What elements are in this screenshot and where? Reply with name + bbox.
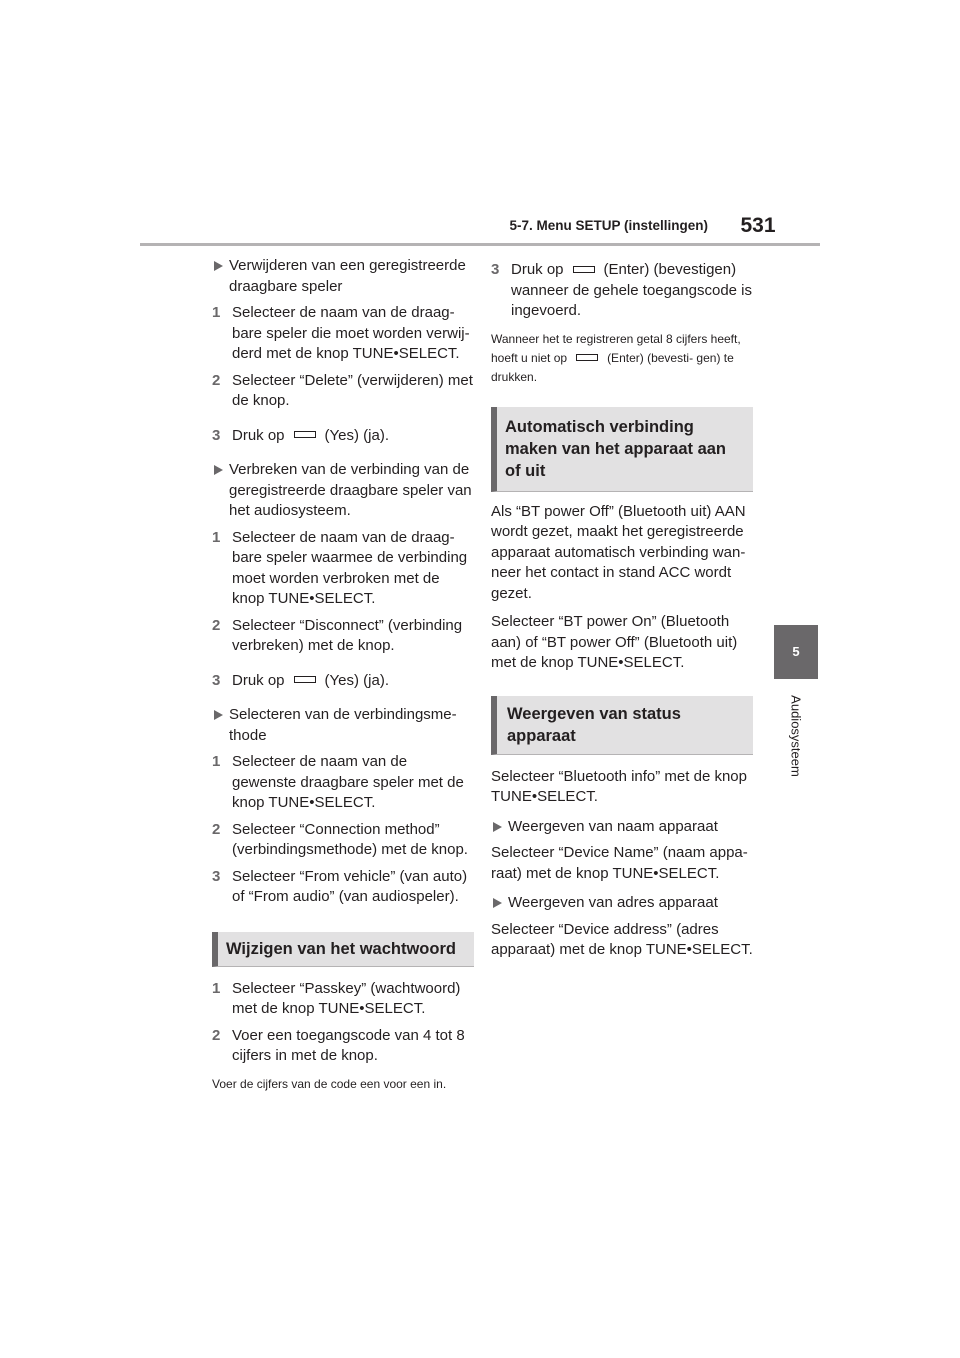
step-text: Selecteer “From vehicle” (van auto) of “From audio” (van audiospeler). [232,867,468,905]
step-number: 3 [212,426,221,444]
step-text-after-button: (Yes) (ja). [324,426,389,444]
step-item [212,371,474,412]
paragraph: Selecteer “Bluetooth info” met de knop TUNE•SELECT. [491,767,747,805]
paragraph: Als “BT power Off” (Bluetooth uit) AAN wordt gezet, maakt het geregistreerde apparaat automatisch verbinding wan- neer het contact in stand ACC wordt gezet. [491,502,746,602]
note-text: Voer de cijfers van de code een voor een in. [212,1076,447,1091]
section-heading-password: Wijzigen van het wachtwoord [212,932,474,967]
step-text: Selecteer “Connection method” (verbindingsmethode) met de knop. [232,820,468,858]
triangle-bullet-icon [214,261,223,271]
step-text: Selecteer de naam van de draag- bare speler waarmee de verbinding moet worden verbroken met de knop TUNE•SELECT. [232,528,468,607]
remove-player-title: Verwijderen van een geregistreerde draagbare speler [229,257,466,295]
step-number: 1 [212,304,221,321]
step-text: Voer een toegangscode van 4 tot 8 cijfers in met de knop. [232,1026,465,1064]
step-text-after-button: (Yes) (ja). [324,671,389,689]
button-frame-icon [294,431,316,438]
bullet-text: Weergeven van naam apparaat [508,817,718,835]
step-text: Selecteer de naam van de gewenste draagbare speler met de knop TUNE•SELECT. [232,753,464,811]
step-item [212,528,474,610]
step-item [212,616,474,657]
disconnect-player-title: Verbreken van de verbinding van de geregistreerde draagbare speler van het audiosysteem. [229,461,472,519]
step-number: 1 [212,528,221,546]
device-address-item [491,893,753,914]
button-frame-icon [573,266,595,273]
remove-player-item [212,256,474,297]
step-item [212,820,474,861]
step-item [212,303,474,365]
triangle-bullet-icon [493,822,502,832]
step-item [212,671,474,692]
step-number: 3 [212,867,221,885]
step-text-before-button: Druk op [511,261,564,278]
paragraph: Selecteer “Device Name” (naam appa- raat) met de knop TUNE•SELECT. [491,844,748,882]
header-divider [140,243,820,246]
step-text-before-button: Druk op [232,426,285,444]
paragraph: Selecteer “BT power On” (Bluetooth aan) of “BT power Off” (Bluetooth uit) met de knop TUNE•SELECT. [491,613,738,671]
step-number: 3 [491,261,500,278]
note-text-before-button: Wanneer het te registreren getal 8 cijfers heeft, hoeft u niet op [491,331,741,365]
step-number: 2 [212,371,221,389]
disconnect-player-item [212,460,474,522]
step-text-after-button: (Enter) (bevestigen) wanneer de gehele toegangscode is ingevoerd. [511,261,753,319]
note-text [491,330,753,387]
connection-method-title: Selecteren van de verbindingsme- thode [229,706,457,744]
step-text: Selecteer “Disconnect” (verbinding verbreken) met de knop. [232,616,463,654]
chapter-section-title: 5-7. Menu SETUP (instellingen) [509,218,708,233]
step-number: 3 [212,671,221,689]
step-item [212,426,474,447]
step-number: 2 [212,616,221,634]
right-column [491,260,753,961]
step-text: Selecteer “Delete” (verwijderen) met de knop. [232,371,473,409]
bullet-text: Weergeven van adres apparaat [508,894,718,911]
triangle-bullet-icon [214,465,223,475]
note-text-after-button: (Enter) (bevesti- gen) te drukken. [491,350,734,384]
button-frame-icon [576,354,598,361]
step-number: 2 [212,1026,221,1044]
left-column [212,256,474,1094]
step-item [212,867,474,908]
triangle-bullet-icon [493,898,502,908]
chapter-tab: 5 [774,625,818,679]
section-heading-device-status: Weergeven van status apparaat [491,696,753,755]
step-item [212,1026,474,1067]
step-text: Selecteer de naam van de draag- bare speler die moet worden verwij- derd met de knop TUNE•SELECT. [232,304,470,362]
section-heading-auto-connect: Automatisch verbinding maken van het apparaat aan of uit [491,407,753,492]
step-text: Selecteer “Passkey” (wachtwoord) met de knop TUNE•SELECT. [232,979,461,1017]
connection-method-item [212,705,474,746]
button-frame-icon [294,676,316,683]
page-number: 531 [740,214,776,237]
step-number: 1 [212,979,221,997]
device-name-item [491,817,753,838]
step-item [212,752,474,814]
paragraph: Selecteer “Device address” (adres apparaat) met de knop TUNE•SELECT. [491,920,753,958]
triangle-bullet-icon [214,710,223,720]
step-number: 1 [212,753,221,770]
chapter-tab-label: Audiosysteem [788,695,804,777]
step-item [491,260,753,322]
step-number: 2 [212,820,221,838]
step-text-before-button: Druk op [232,671,285,689]
step-item [212,979,474,1020]
